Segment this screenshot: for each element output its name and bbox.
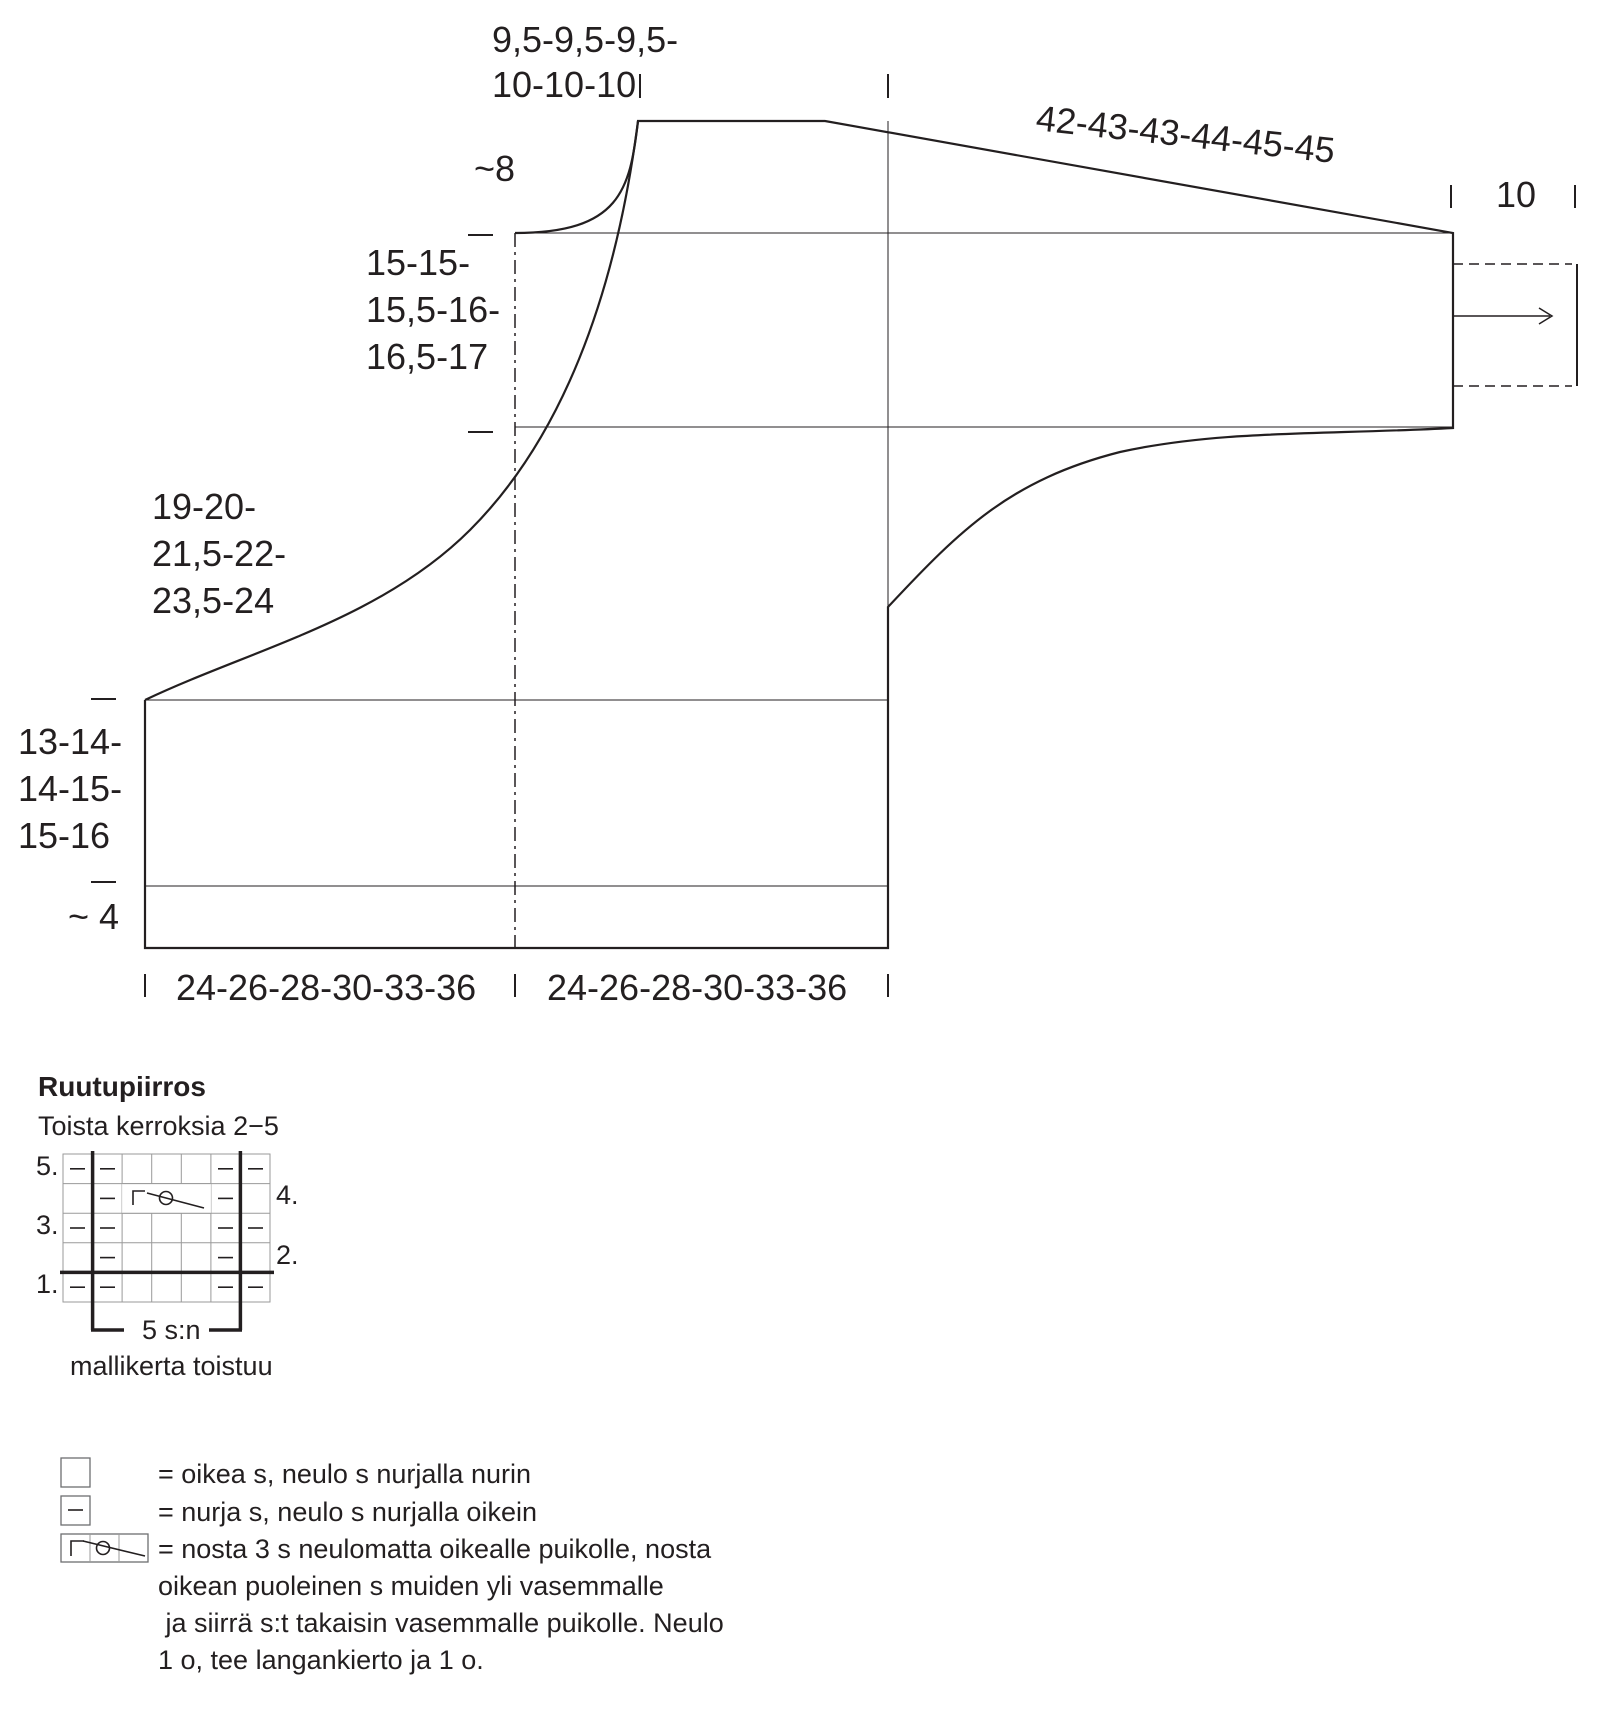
garment-outline [145, 121, 1453, 948]
stitch-chart [36, 1071, 299, 1381]
row-label-4: 4. [276, 1180, 299, 1210]
chart-subtitle: Toista kerroksia 2−5 [38, 1111, 279, 1141]
body-length-label: 15-16 [18, 815, 111, 856]
width-right-label: 24-26-28-30-33-36 [547, 967, 848, 1008]
row-label-5: 5. [36, 1151, 59, 1181]
garment-schematic [18, 19, 1577, 1008]
legend-text: = nosta 3 s neulomatta oikealle puikolle, nosta [158, 1534, 712, 1564]
row-label-3: 3. [36, 1210, 59, 1240]
raglan-length-label: 19-20- [152, 486, 257, 527]
body-length-label: 13-14- [18, 721, 123, 762]
legend-text: = oikea s, neulo s nurjalla nurin [158, 1459, 531, 1489]
top-width-label: 9,5-9,5-9,5- [492, 19, 679, 60]
raglan-length-label: 23,5-24 [152, 580, 275, 621]
cuff-length-label: 10 [1496, 174, 1537, 215]
legend-text: = nurja s, neulo s nurjalla oikein [158, 1497, 537, 1527]
cross-stitch-icon [122, 1184, 211, 1214]
knit-stitch-icon [61, 1458, 90, 1487]
width-left-label: 24-26-28-30-33-36 [176, 967, 477, 1008]
body-length-label: 14-15- [18, 768, 123, 809]
cross-stitch-legend-icon [61, 1534, 148, 1562]
chart-title: Ruutupiirros [38, 1071, 206, 1102]
armhole-depth-label: 15,5-16- [366, 289, 501, 330]
legend [61, 1458, 724, 1675]
raglan-length-label: 21,5-22- [152, 533, 287, 574]
row-label-2: 2. [276, 1240, 299, 1270]
legend-text: 1 o, tee langankierto ja 1 o. [158, 1645, 484, 1675]
neck-depth-label: ~8 [474, 148, 516, 189]
sleeve-length-label: 42-43-43-44-45-45 [1034, 97, 1338, 171]
legend-text: ja siirrä s:t takaisin vasemmalle puikolle. Neulo [158, 1608, 724, 1638]
armhole-depth-label: 16,5-17 [366, 336, 489, 377]
row-label-1: 1. [36, 1269, 59, 1299]
armhole-depth-label: 15-15- [366, 242, 471, 283]
top-width-label: 10-10-10 [492, 64, 637, 105]
repeat-label: 5 s:n [142, 1315, 201, 1345]
hem-height-label: ~ 4 [68, 896, 120, 937]
repeat-label: mallikerta toistuu [70, 1351, 273, 1381]
legend-text: oikean puoleinen s muiden yli vasemmalle [158, 1571, 664, 1601]
